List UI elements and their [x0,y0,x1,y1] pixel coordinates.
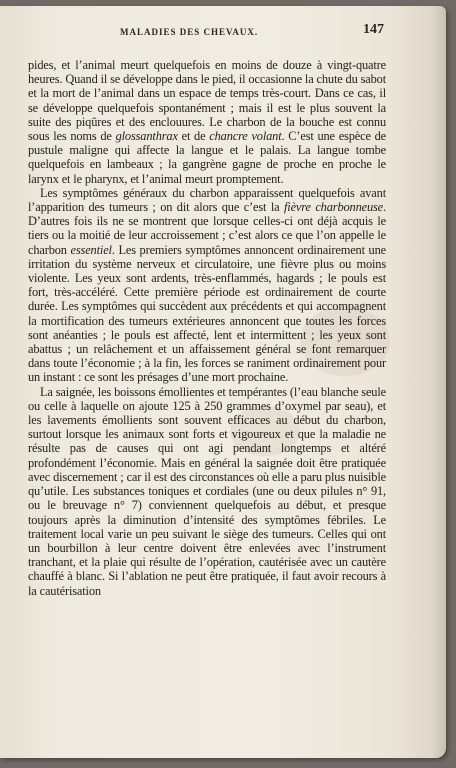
paragraph-2: Les symptômes généraux du charbon apparaissent quelquefois avant l’apparition des tumeurs ; on dit alors que c’est la fièvre charbonneuse. D’autres fois ils ne se montrent que lorsque celles-ci ont déjà acquis le tiers ou la moitié de leur accroissement ; c’est alors ce que l’on appelle le charbon essentiel. Les premiers symptômes annoncent ordinairement une irritation du système nerveux et circulatoire, une fièvre plus ou moins violente. Les yeux sont ardents, très-enflammés, hagards ; le pouls est fort, très-accéléré. Cette première période est ordinairement de courte durée. Les symptômes qui succèdent aux précédents et qui accompagnent la mortification des tumeurs extérieures annoncent que toutes les forces sont anéanties ; le pouls est affecté, lent et intermittent ; les yeux sont abattus ; un relâchement et un affaissement général se font remarquer dans toute l’économie ; à la fin, les forces se raniment ordinairement pour un instant : ce sont les présages d’une mort prochaine. [28,185,386,385]
page-edge-shadow [432,6,446,758]
term-essentiel: essentiel [70,242,112,257]
page-number: 147 [363,22,384,37]
paragraph-1: pides, et l’animal meurt quelquefois en moins de douze à vingt-quatre heures. Quand il se développe dans le pied, il occasionne la chute du sabot et la mort de l’animal dans un espace de temps très-court. Dans ce cas, il se développe quelquefois spontanément ; mais il est le plus souvent la suite des piqûres et des enclouures. Le charbon de la bouche est connu sous les noms de glossanthrax et de chancre volant. C’est une espèce de pustule maligne qui affecte la langue et le palais. La langue tombe quelquefois en lambeaux ; la gangrène gagne de proche en proche le larynx et le pharynx, et l’animal meurt promptement. [28,58,386,186]
paragraph-3: La saignée, les boissons émollientes et tempérantes (l’eau blanche seule ou celle à laquelle on ajoute 125 à 250 grammes d’oxymel par seau), et les lavements émollients sont souvent efficaces au début du charbon, surtout lorsque les animaux sont forts et vigoureux et que la maladie ne résulte pas de causes qui ont agi pendant longtemps et altéré profondément l’économie. Mais en général la saignée doit être pratiquée avec discernement ; car il est des circonstances où elle a paru plus nuisible qu’utile. Les substances toniques et cordiales (une ou deux pilules n° 91, ou le breuvage n° 7) conviennent quelquefois au début, et presque toujours après la diminution d’intensité des symptômes fébriles. Le traitement local varie un peu suivant le siège des tumeurs. Celles qui ont un bourbillon à leur centre doivent être enlevées avec l’instrument tranchant, et la plaie qui résulte de l’opération, cautérisée avec un cautère chauffé à blanc. Si l’ablation ne peut être pratiquée, il faut avoir recours à la cautérisation [28,384,386,598]
term-fievre-charbonneuse: fièvre charbonneuse [283,200,384,215]
term-glossanthrax: glossanthrax [115,129,178,144]
body-text [28,58,386,598]
page-header [24,22,384,40]
running-head: MALADIES DES CHEVAUX. [120,27,259,37]
book-page [0,6,446,758]
term-chancre-volant: chancre volant [209,129,282,144]
